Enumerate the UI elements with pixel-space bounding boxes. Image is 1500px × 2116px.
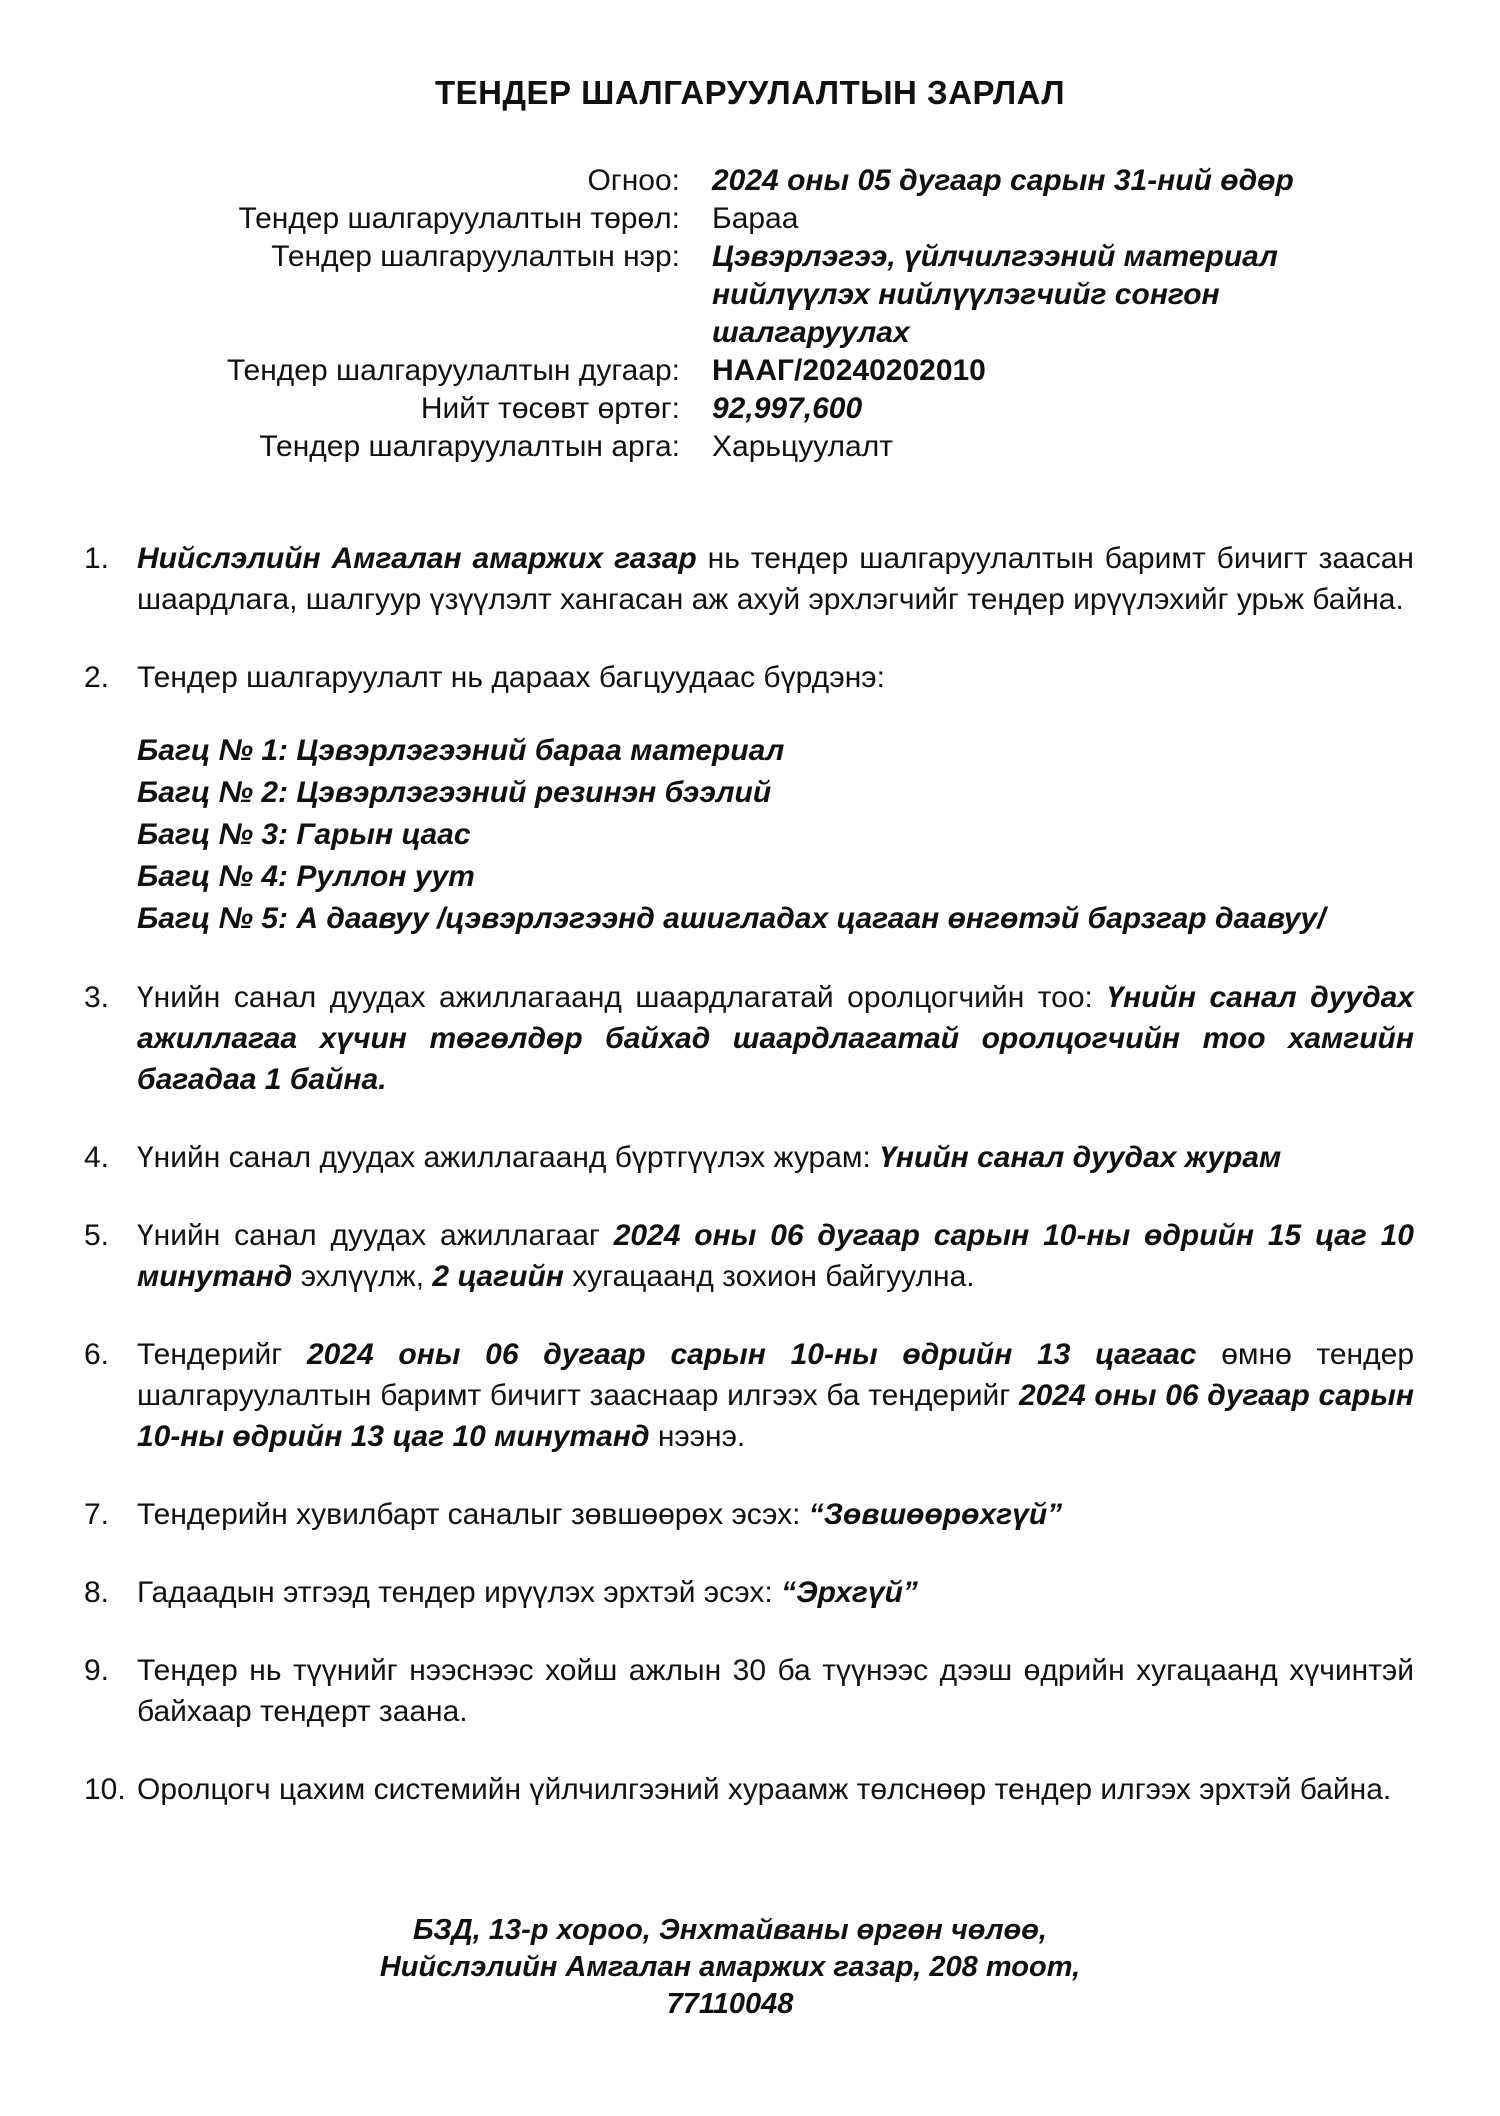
list-item-5	[84, 1215, 1414, 1297]
lot-5: Багц № 5: А даавуу /цэвэрлэгээнд ашигладах цагаан өнгөтэй барзгар даавуу/	[137, 902, 1326, 935]
item-6-text-b: өмнө тендер шалгаруулалтын баримт бичигт зааснаар илгээх ба тендерийг	[137, 1338, 1414, 1412]
item-text	[137, 1215, 1414, 1297]
item-5-text-a: Үнийн санал дуудах ажиллагааг	[137, 1219, 614, 1252]
address-line-1: БЗД, 13-р хороо, Энхтайваны өргөн чөлөө,	[413, 1914, 1047, 1946]
lot-1: Багц № 1: Цэвэрлэгээний бараа материал	[137, 734, 785, 767]
name-value: Цэвэрлэгээ, үйлчилгээний материал нийлүүлэх нийлүүлэгчийг сонгон шалгаруулах	[712, 240, 1278, 349]
item-text	[137, 977, 1414, 1100]
address-line-2: Нийслэлийн Амгалан амаржих газар, 208 тоот,	[379, 1951, 1081, 1983]
item-3-emphasis: Үнийн санал дуудах ажиллагаа хүчин төгөлдөр байхад шаардлагатай оролцогчийн тоо хамгийн багадаа 1 байна.	[137, 981, 1414, 1096]
name-label: Тендер шалгаруулалтын нэр:	[271, 240, 680, 273]
meta-budget-row	[0, 390, 1500, 428]
item-6-opening-time: 2024 оны 06 дугаар сарын 10-ны өдрийн 13 цаг 10 минутанд	[137, 1379, 1414, 1453]
list-item-2	[84, 657, 1414, 940]
meta-method-row	[0, 428, 1500, 466]
item-5-text-c: хугацаанд зохион байгуулна.	[563, 1260, 975, 1293]
item-number: 10.	[84, 1773, 126, 1806]
number-label: Тендер шалгаруулалтын дугаар:	[226, 354, 680, 387]
meta-name-row	[0, 238, 1500, 352]
item-7-emphasis: “Зөвшөөрөхгүй”	[808, 1498, 1063, 1531]
date-value: 2024 оны 05 дугаар сарын 31-ний өдөр	[712, 164, 1294, 197]
organization-name: Нийслэлийн Амгалан амаржих газар	[137, 542, 697, 575]
item-number: 2.	[84, 661, 110, 694]
method-label: Тендер шалгаруулалтын арга:	[259, 430, 680, 463]
list-item-4	[84, 1137, 1414, 1178]
lot-3: Багц № 3: Гарын цаас	[137, 818, 471, 851]
lot-2: Багц № 2: Цэвэрлэгээний резинэн бээлий	[137, 776, 772, 809]
item-text	[137, 538, 1414, 620]
item-7-text: Тендерийн хувилбарт саналыг зөвшөөрөх эсэх:	[137, 1498, 809, 1531]
item-number: 4.	[84, 1141, 110, 1174]
item-2-text: Тендер шалгаруулалт нь дараах багцуудаас бүрдэнэ:	[137, 661, 885, 694]
list-item-8	[84, 1572, 1414, 1613]
tender-meta	[0, 162, 1500, 466]
list-item-7	[84, 1494, 1414, 1535]
list-item-1	[84, 538, 1414, 620]
meta-type-row	[0, 200, 1500, 238]
meta-date-row	[0, 162, 1500, 200]
type-value: Бараа	[712, 202, 799, 235]
lot-list	[137, 730, 1414, 940]
item-6-deadline: 2024 оны 06 дугаар сарын 10-ны өдрийн 13 цагаас	[306, 1338, 1197, 1371]
item-5-duration: 2 цагийн	[432, 1260, 564, 1293]
address-footer	[0, 1912, 1460, 2023]
budget-value: 92,997,600	[712, 392, 863, 425]
number-value: НААГ/20240202010	[712, 354, 986, 387]
item-number: 1.	[84, 542, 110, 575]
type-label: Тендер шалгаруулалтын төрөл:	[238, 202, 680, 235]
item-text	[137, 1572, 1414, 1613]
document-title: ТЕНДЕР ШАЛГАРУУЛАЛТЫН ЗАРЛАЛ	[434, 74, 1066, 111]
item-5-datetime: 2024 оны 06 дугаар сарын 10-ны өдрийн 15 цаг 10 минутанд	[137, 1219, 1414, 1293]
item-number: 6.	[84, 1338, 110, 1371]
item-10-text: Оролцогч цахим системийн үйлчилгээний хураамж төлснөөр тендер илгээх эрхтэй байна.	[137, 1773, 1392, 1806]
item-3-text: Үнийн санал дуудах ажиллагаанд шаардлагатай оролцогчийн тоо:	[137, 981, 1107, 1014]
item-number: 8.	[84, 1576, 110, 1609]
list-item-9	[84, 1650, 1414, 1732]
date-label: Огноо:	[587, 164, 680, 197]
item-number: 7.	[84, 1498, 110, 1531]
item-5-text-b: эхлүүлж,	[292, 1260, 433, 1293]
item-8-text: Гадаадын этгээд тендер ирүүлэх эрхтэй эсэх:	[137, 1576, 782, 1609]
item-4-emphasis: Үнийн санал дуудах журам	[879, 1141, 1282, 1174]
list-item-3	[84, 977, 1414, 1100]
phone-number: 77110048	[666, 1988, 794, 2020]
item-6-text-c: нээнэ.	[649, 1420, 746, 1453]
item-text	[137, 1334, 1414, 1457]
item-4-text: Үнийн санал дуудах ажиллагаанд бүртгүүлэх журам:	[137, 1141, 880, 1174]
item-number: 5.	[84, 1219, 110, 1252]
item-number: 3.	[84, 981, 110, 1014]
item-9-text: Тендер нь түүнийг нээснээс хойш ажлын 30 ба түүнээс дээш өдрийн хугацаанд хүчинтэй байхаар тендерт заана.	[137, 1654, 1414, 1728]
item-number: 9.	[84, 1654, 110, 1687]
method-value: Харьцуулалт	[712, 430, 893, 463]
item-text	[137, 1494, 1414, 1535]
meta-number-row	[0, 352, 1500, 390]
item-1-text: нь тендер шалгаруулалтын баримт бичигт заасан шаардлага, шалгуур үзүүлэлт хангасан аж ахуй эрхлэгчийг тендер ирүүлэхийг урьж байна.	[137, 542, 1414, 616]
budget-label: Нийт төсөвт өртөг:	[420, 392, 680, 425]
item-6-text-a: Тендерийг	[137, 1338, 307, 1371]
lot-4: Багц № 4: Руллон уут	[137, 860, 475, 893]
list-item-6	[84, 1334, 1414, 1457]
list-item-10	[84, 1769, 1414, 1810]
item-8-emphasis: “Эрхгүй”	[781, 1576, 918, 1609]
item-text	[137, 1137, 1414, 1178]
numbered-list	[84, 538, 1414, 1847]
item-text	[137, 657, 1414, 940]
